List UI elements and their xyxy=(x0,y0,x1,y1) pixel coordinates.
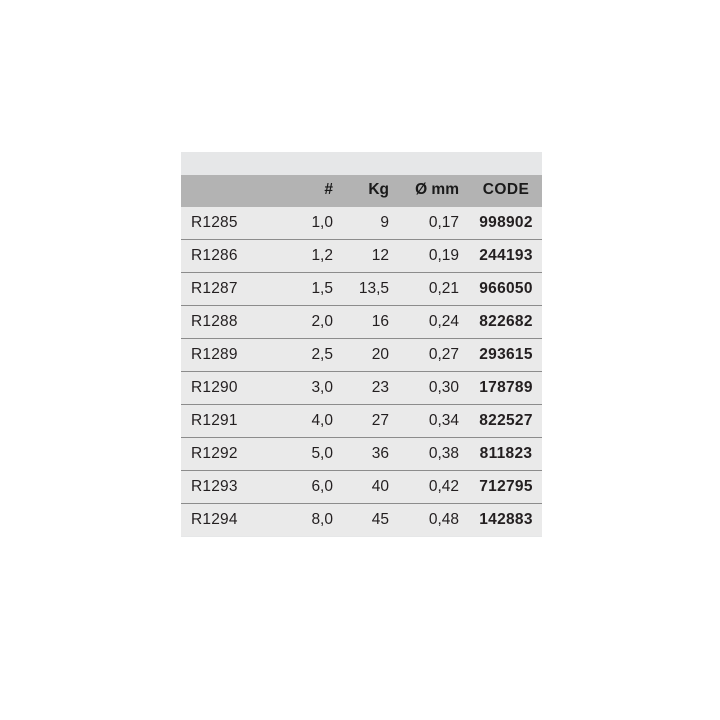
column-header-code: CODE xyxy=(470,175,542,207)
cell-ref: R1286 xyxy=(181,240,278,273)
cell-kg: 12 xyxy=(344,240,400,273)
cell-hash: 2,0 xyxy=(278,306,344,339)
table-row xyxy=(181,339,542,372)
cell-kg: 40 xyxy=(344,471,400,504)
cell-ref: R1292 xyxy=(181,438,278,471)
cell-ref: R1289 xyxy=(181,339,278,372)
column-header-ref xyxy=(181,175,278,207)
cell-hash: 3,0 xyxy=(278,372,344,405)
cell-mm: 0,21 xyxy=(400,273,470,306)
cell-kg: 9 xyxy=(344,207,400,240)
column-header-kg: Kg xyxy=(344,175,400,207)
cell-hash: 6,0 xyxy=(278,471,344,504)
spec-table-head xyxy=(181,175,542,207)
column-header-diameter-mm: Ø mm xyxy=(400,175,470,207)
cell-kg: 36 xyxy=(344,438,400,471)
cell-code: 142883 xyxy=(470,504,542,537)
cell-hash: 5,0 xyxy=(278,438,344,471)
table-row xyxy=(181,405,542,438)
cell-hash: 1,5 xyxy=(278,273,344,306)
cell-code: 966050 xyxy=(470,273,542,306)
cell-ref: R1287 xyxy=(181,273,278,306)
cell-ref: R1288 xyxy=(181,306,278,339)
cell-mm: 0,34 xyxy=(400,405,470,438)
cell-code: 178789 xyxy=(470,372,542,405)
table-row xyxy=(181,471,542,504)
cell-ref: R1293 xyxy=(181,471,278,504)
cell-code: 998902 xyxy=(470,207,542,240)
table-row xyxy=(181,273,542,306)
table-row xyxy=(181,438,542,471)
cell-hash: 1,0 xyxy=(278,207,344,240)
cell-mm: 0,42 xyxy=(400,471,470,504)
cell-mm: 0,38 xyxy=(400,438,470,471)
cell-kg: 45 xyxy=(344,504,400,537)
cell-mm: 0,27 xyxy=(400,339,470,372)
cell-kg: 16 xyxy=(344,306,400,339)
spec-table-container xyxy=(181,175,542,536)
cell-ref: R1290 xyxy=(181,372,278,405)
cell-mm: 0,24 xyxy=(400,306,470,339)
cell-kg: 23 xyxy=(344,372,400,405)
table-row xyxy=(181,240,542,273)
spec-table-body xyxy=(181,207,542,536)
cell-code: 712795 xyxy=(470,471,542,504)
cell-kg: 27 xyxy=(344,405,400,438)
cell-ref: R1294 xyxy=(181,504,278,537)
cell-mm: 0,19 xyxy=(400,240,470,273)
cell-kg: 20 xyxy=(344,339,400,372)
cell-hash: 8,0 xyxy=(278,504,344,537)
table-row xyxy=(181,306,542,339)
cell-hash: 4,0 xyxy=(278,405,344,438)
table-row xyxy=(181,504,542,537)
spec-table xyxy=(181,175,542,536)
cell-ref: R1291 xyxy=(181,405,278,438)
cell-code: 822682 xyxy=(470,306,542,339)
cell-code: 822527 xyxy=(470,405,542,438)
column-header-hash: # xyxy=(278,175,344,207)
cell-mm: 0,30 xyxy=(400,372,470,405)
table-row xyxy=(181,207,542,240)
cell-hash: 2,5 xyxy=(278,339,344,372)
cell-code: 244193 xyxy=(470,240,542,273)
cell-code: 293615 xyxy=(470,339,542,372)
table-row xyxy=(181,372,542,405)
cell-kg: 13,5 xyxy=(344,273,400,306)
cell-mm: 0,17 xyxy=(400,207,470,240)
table-header-row xyxy=(181,175,542,207)
cell-code: 811823 xyxy=(470,438,542,471)
cell-hash: 1,2 xyxy=(278,240,344,273)
cell-ref: R1285 xyxy=(181,207,278,240)
cell-mm: 0,48 xyxy=(400,504,470,537)
